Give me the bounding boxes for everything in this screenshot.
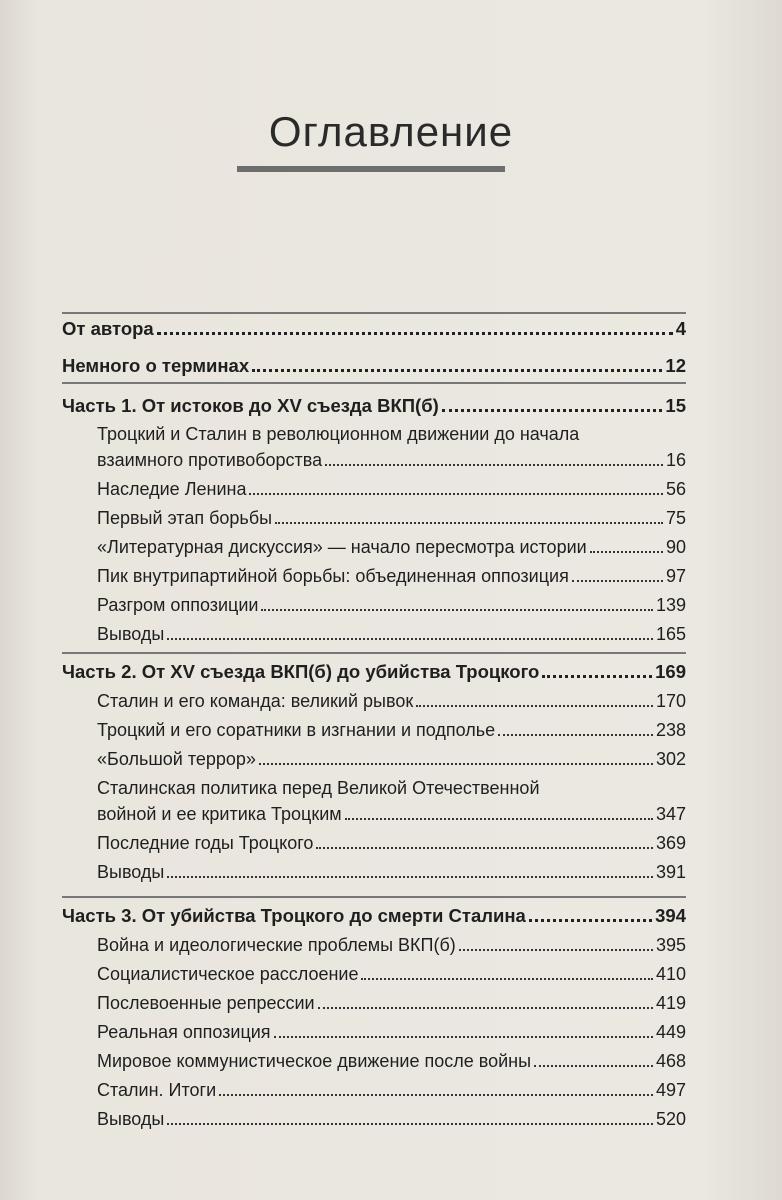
- toc-entry-chapter[interactable]: [97, 745, 686, 773]
- toc-entry-label: Реальная оппозиция: [97, 1022, 271, 1042]
- toc-entry-label: Первый этап борьбы: [97, 508, 273, 528]
- toc-entry-page: 369: [655, 833, 686, 853]
- leader-dots: [498, 734, 653, 736]
- toc-entry-chapter[interactable]: [97, 800, 686, 828]
- leader-dots: [459, 949, 653, 951]
- toc-entry-label: Пик внутрипартийной борьбы: объединенная оппозиция: [97, 566, 569, 586]
- toc-entry-page: 238: [655, 720, 686, 740]
- toc-entry-page: 16: [665, 450, 686, 470]
- toc-entry-page: 4: [675, 318, 686, 339]
- toc-entry-page: 302: [655, 749, 686, 769]
- section-divider: [62, 382, 686, 384]
- toc-entry-label: От автора: [62, 318, 154, 339]
- toc-entry-chapter[interactable]: [97, 829, 686, 857]
- toc-entry-page: 419: [655, 993, 686, 1013]
- toc-entry-label: Наследие Ленина: [97, 479, 247, 499]
- leader-dots: [275, 522, 663, 524]
- toc-entry-page: 169: [655, 661, 686, 682]
- toc-entry-chapter[interactable]: [97, 931, 686, 959]
- toc-entry-label: Разгром оппозиции: [97, 595, 259, 615]
- leader-dots: [259, 763, 653, 765]
- toc-entry-chapter[interactable]: [97, 475, 686, 503]
- leader-dots: [318, 1007, 653, 1009]
- toc-entry-part[interactable]: [62, 902, 686, 930]
- toc-entry-page: 170: [655, 691, 686, 711]
- toc-entry-page: 410: [655, 964, 686, 984]
- toc-entry-chapter[interactable]: [97, 620, 686, 648]
- toc-entry-label: Часть 2. От XV съезда ВКП(б) до убийства Троцкого: [62, 661, 540, 682]
- leader-dots: [167, 876, 653, 878]
- leader-dots: [261, 609, 652, 611]
- toc-entry-label: войной и ее критика Троцким: [97, 804, 342, 824]
- toc-entry-label: Война и идеологические проблемы ВКП(б): [97, 935, 456, 955]
- leader-dots: [590, 551, 663, 553]
- toc-entry-part[interactable]: [62, 315, 686, 343]
- toc-entry-label-line1: Сталинская политика перед Великой Отечественной: [97, 778, 540, 798]
- toc-entry-label: Выводы: [97, 862, 165, 882]
- toc-entry-label: Сталин. Итоги: [97, 1080, 217, 1100]
- toc-entry-label-line1: Троцкий и Сталин в революционном движении до начала: [97, 424, 580, 444]
- toc-entry-chapter[interactable]: [97, 1105, 686, 1133]
- leader-dots: [219, 1094, 653, 1096]
- leader-dots: [167, 638, 653, 640]
- title-underline: [237, 166, 505, 172]
- toc-entry-page: 56: [665, 479, 686, 499]
- toc-entry-chapter[interactable]: [97, 533, 686, 561]
- toc-entry-page: 15: [665, 395, 686, 416]
- toc-entry-chapter[interactable]: [97, 989, 686, 1017]
- toc-entry-page: 394: [655, 905, 686, 926]
- toc-entry-chapter[interactable]: [97, 858, 686, 886]
- toc-entry-page: 90: [665, 537, 686, 557]
- toc-entry-page: 468: [655, 1051, 686, 1071]
- toc-entry-chapter[interactable]: [97, 960, 686, 988]
- leader-dots: [167, 1123, 653, 1125]
- leader-dots: [534, 1065, 653, 1067]
- toc-entry-page: 97: [665, 566, 686, 586]
- toc-entry-chapter[interactable]: [97, 591, 686, 619]
- toc-entry-label: Выводы: [97, 1109, 165, 1129]
- toc-entry-part[interactable]: [62, 352, 686, 380]
- toc-entry-chapter[interactable]: [97, 716, 686, 744]
- toc-entry-page: 75: [665, 508, 686, 528]
- toc-entry-chapter[interactable]: [97, 1047, 686, 1075]
- toc-entry-chapter[interactable]: [97, 687, 686, 715]
- leader-dots: [249, 493, 663, 495]
- toc-entry-label: Последние годы Троцкого: [97, 833, 314, 853]
- toc-entry-chapter[interactable]: [97, 1076, 686, 1104]
- toc-entry-label: Социалистическое расслоение: [97, 964, 359, 984]
- leader-dots: [416, 705, 653, 707]
- toc-entry-page: 12: [665, 355, 686, 376]
- leader-dots: [442, 409, 663, 412]
- toc-entry-label: Троцкий и его соратники в изгнании и подполье: [97, 720, 496, 740]
- toc-entry-page: 139: [655, 595, 686, 615]
- leader-dots: [361, 978, 652, 980]
- toc-entry-label: Мировое коммунистическое движение после войны: [97, 1051, 532, 1071]
- toc-entry-label: «Литературная дискуссия» — начало пересмотра истории: [97, 537, 587, 557]
- toc-entry-page: 391: [655, 862, 686, 882]
- toc-entry-chapter[interactable]: [97, 446, 686, 474]
- toc-entry-page: 449: [655, 1022, 686, 1042]
- toc-entry-page: 497: [655, 1080, 686, 1100]
- toc-entry-chapter[interactable]: [97, 562, 686, 590]
- toc-entry-label: Часть 1. От истоков до XV съезда ВКП(б): [62, 395, 439, 416]
- toc-entry-page: 165: [655, 624, 686, 644]
- leader-dots: [274, 1036, 653, 1038]
- toc-entry-page: 347: [655, 804, 686, 824]
- toc-entry-label: Выводы: [97, 624, 165, 644]
- leader-dots: [542, 675, 652, 678]
- leader-dots: [572, 580, 663, 582]
- leader-dots: [325, 464, 663, 466]
- toc-entry-label: Немного о терминах: [62, 355, 250, 376]
- leader-dots: [345, 818, 653, 820]
- toc-entry-chapter[interactable]: [97, 504, 686, 532]
- toc-entry-label: Часть 3. От убийства Троцкого до смерти Сталина: [62, 905, 526, 926]
- toc-entry-label: Послевоенные репрессии: [97, 993, 315, 1013]
- toc-entry-label: Сталин и его команда: великий рывок: [97, 691, 414, 711]
- toc-entry-part[interactable]: [62, 658, 686, 686]
- section-divider: [62, 896, 686, 898]
- toc-entry-page: 395: [655, 935, 686, 955]
- leader-dots: [252, 369, 662, 372]
- toc-entry-label: «Большой террор»: [97, 749, 256, 769]
- section-divider: [62, 652, 686, 654]
- leader-dots: [316, 847, 653, 849]
- toc-entry-label: взаимного противоборства: [97, 450, 323, 470]
- section-divider: [62, 312, 686, 314]
- leader-dots: [157, 332, 673, 335]
- toc-entry-page: 520: [655, 1109, 686, 1129]
- page-title: Оглавление: [268, 108, 514, 155]
- toc-entry-part[interactable]: [62, 392, 686, 420]
- toc-entry-chapter[interactable]: [97, 1018, 686, 1046]
- leader-dots: [529, 919, 652, 922]
